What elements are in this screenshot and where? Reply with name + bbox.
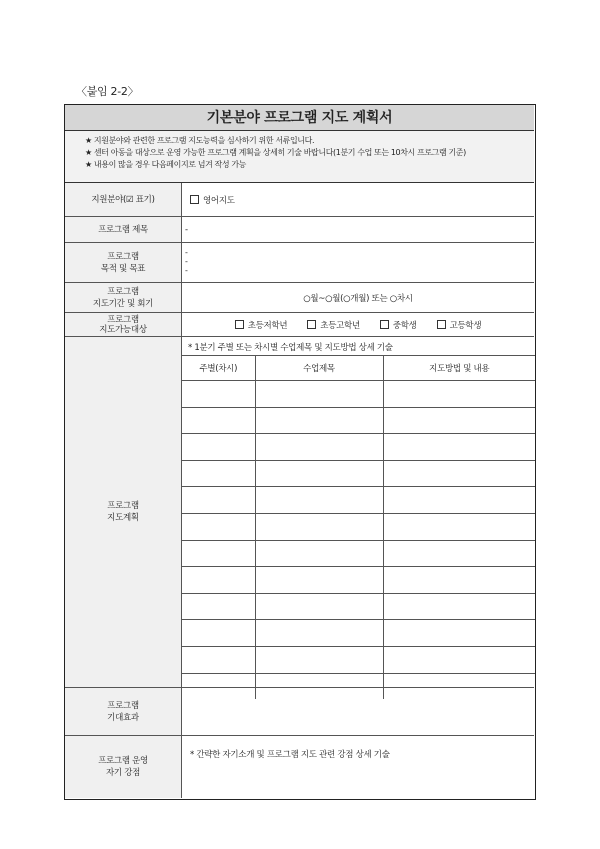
plan-cell[interactable] (182, 540, 255, 567)
target-options (182, 313, 534, 337)
strength-field[interactable] (182, 736, 534, 798)
effect-field[interactable] (182, 688, 534, 736)
plan-row (182, 381, 535, 408)
plan-cell[interactable] (255, 381, 383, 408)
plan-cell[interactable] (182, 513, 255, 540)
plan-cell[interactable] (255, 407, 383, 434)
plan-cell[interactable] (383, 593, 535, 620)
plan-cell[interactable] (383, 567, 535, 594)
plan-cell[interactable] (255, 434, 383, 461)
plan-cell[interactable] (255, 620, 383, 647)
checkbox-icon (307, 320, 316, 329)
plan-cell[interactable] (182, 407, 255, 434)
plan-cell[interactable] (255, 567, 383, 594)
checkbox-icon (380, 320, 389, 329)
plan-row (182, 567, 535, 594)
plan-header-week: 주별(차시) (182, 356, 255, 381)
checkbox-icon (437, 320, 446, 329)
plan-row (182, 513, 535, 540)
plan-cell[interactable] (383, 540, 535, 567)
effect-label: 프로그램 기대효과 (65, 688, 182, 736)
target-option[interactable]: 고등학생 (437, 319, 482, 331)
plan-row (182, 487, 535, 514)
notice-line: ★ 내용이 많을 경우 다음페이지로 넘겨 작성 가능 (85, 160, 247, 169)
program-title-field[interactable]: - (182, 217, 534, 243)
purpose-line: - (185, 248, 188, 257)
plan-area (182, 337, 534, 688)
plan-cell[interactable] (255, 646, 383, 673)
target-option[interactable]: 초등고학년 (307, 319, 360, 331)
purpose-field[interactable] (182, 243, 534, 283)
plan-label: 프로그램 지도계획 (65, 337, 182, 688)
program-title-label: 프로그램 제목 (65, 217, 182, 243)
plan-cell[interactable] (255, 513, 383, 540)
form-title: 기본분야 프로그램 지도 계획서 (65, 105, 534, 131)
field-label: 지원분야(☑ 표기) (65, 183, 182, 217)
plan-row (182, 646, 535, 673)
target-option[interactable]: 중학생 (380, 319, 417, 331)
plan-cell[interactable] (182, 567, 255, 594)
period-field[interactable]: ○월~○월(○개월) 또는 ○차시 (182, 283, 534, 313)
target-option[interactable]: 초등저학년 (235, 319, 288, 331)
attachment-label: 〈붙임 2-2〉 (76, 85, 139, 98)
notice-box (65, 131, 534, 183)
plan-row (182, 593, 535, 620)
plan-cell[interactable] (182, 381, 255, 408)
plan-cell[interactable] (383, 620, 535, 647)
plan-cell[interactable] (182, 434, 255, 461)
plan-cell[interactable] (182, 460, 255, 487)
plan-row (182, 540, 535, 567)
plan-cell[interactable] (255, 487, 383, 514)
plan-cell[interactable] (255, 540, 383, 567)
field-checkbox[interactable] (190, 195, 199, 204)
plan-cell[interactable] (383, 460, 535, 487)
plan-cell[interactable] (255, 460, 383, 487)
plan-cell[interactable] (383, 434, 535, 461)
plan-cell[interactable] (383, 487, 535, 514)
plan-cell[interactable] (182, 646, 255, 673)
strength-note: * 간략한 자기소개 및 프로그램 지도 관련 강점 상세 기술 (190, 750, 390, 760)
period-label: 프로그램 지도기간 및 회기 (65, 283, 182, 313)
purpose-line: - (185, 257, 188, 266)
plan-header-method: 지도방법 및 내용 (383, 356, 535, 381)
checkbox-icon (235, 320, 244, 329)
purpose-line: - (185, 266, 188, 275)
plan-cell[interactable] (383, 513, 535, 540)
plan-note: * 1분기 주별 또는 차시별 수업제목 및 지도방법 상세 기술 (188, 343, 393, 353)
field-option-label: 영어지도 (203, 195, 235, 206)
plan-cell[interactable] (182, 487, 255, 514)
plan-table (182, 355, 535, 699)
strength-label: 프로그램 운영 자기 강점 (65, 736, 182, 798)
program-plan-form (64, 104, 536, 800)
plan-cell[interactable] (255, 593, 383, 620)
target-label: 프로그램 지도가능대상 (65, 313, 182, 337)
plan-cell[interactable] (383, 646, 535, 673)
plan-row (182, 434, 535, 461)
field-cell (182, 183, 534, 217)
plan-cell[interactable] (383, 381, 535, 408)
plan-header-title: 수업제목 (255, 356, 383, 381)
plan-row (182, 407, 535, 434)
plan-row (182, 460, 535, 487)
plan-cell[interactable] (383, 407, 535, 434)
plan-cell[interactable] (182, 620, 255, 647)
purpose-label: 프로그램 목적 및 목표 (65, 243, 182, 283)
plan-cell[interactable] (182, 593, 255, 620)
notice-line: ★ 지원분야와 관련한 프로그램 지도능력을 심사하기 위한 서류입니다. (85, 136, 315, 145)
notice-line: ★ 센터 아동을 대상으로 운영 가능한 프로그램 계획을 상세히 기술 바랍니다(1분기 수업 또는 10차시 프로그램 기준) (85, 148, 466, 157)
plan-row (182, 620, 535, 647)
